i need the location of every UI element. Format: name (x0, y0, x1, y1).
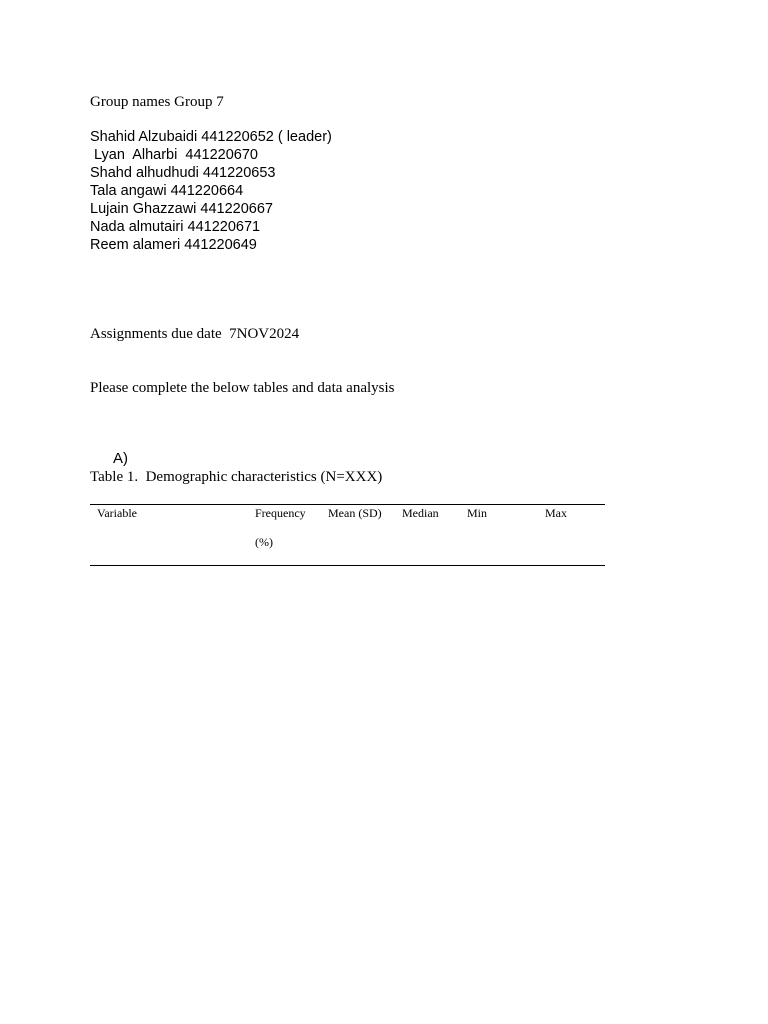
member-entry: Tala angawi 441220664 (90, 183, 244, 199)
instructions: Please complete the below tables and data analysis (90, 380, 395, 396)
due-date: Assignments due date 7NOV2024 (90, 326, 300, 342)
member-entry: Nada almutairi 441220671 (90, 219, 261, 235)
member-entry: Reem alameri 441220649 (90, 237, 257, 253)
member-list (90, 128, 332, 254)
group-heading: Group names Group 7 (90, 94, 224, 110)
member-entry: Shahd alhudhudi 441220653 (90, 165, 276, 181)
table-caption: Table 1. Demographic characteristics (N=XXX) (90, 469, 383, 485)
column-header-frequency: Frequency (255, 506, 306, 520)
column-header-mean: Mean (SD) (328, 506, 382, 520)
column-header-max: Max (545, 506, 567, 520)
demographics-table (90, 504, 605, 566)
section-label: A) (113, 450, 128, 467)
column-header-frequency-unit: (%) (255, 535, 273, 549)
member-entry: Lyan Alharbi 441220670 (90, 147, 258, 163)
column-header-median: Median (402, 506, 439, 520)
member-entry: Shahid Alzubaidi 441220652 ( leader) (90, 129, 332, 145)
column-header-min: Min (467, 506, 488, 520)
member-entry: Lujain Ghazzawi 441220667 (90, 201, 273, 217)
column-header-variable: Variable (97, 506, 137, 520)
